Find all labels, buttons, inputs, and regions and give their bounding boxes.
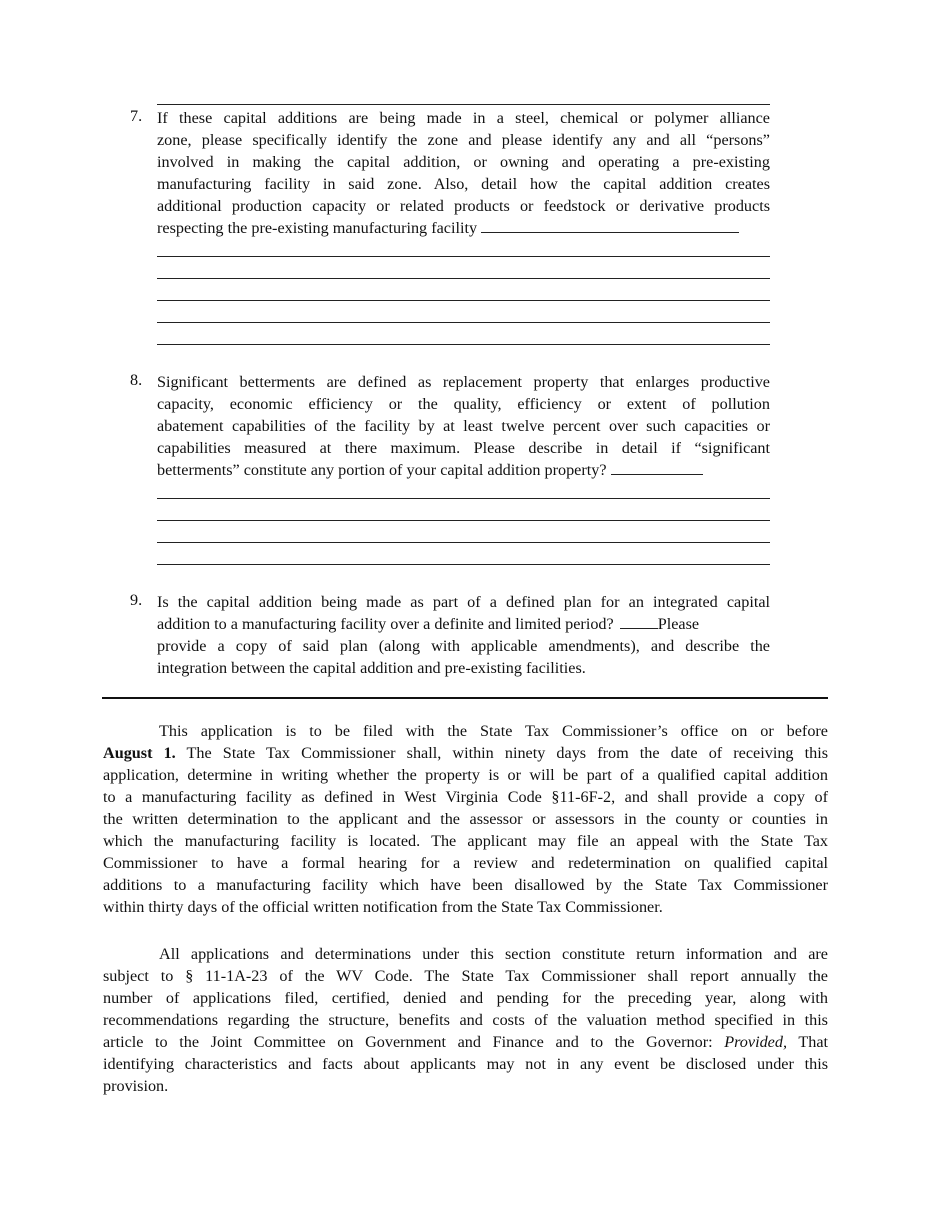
- text-line: involved in making the capital addition, or owning and operating a pre-existing: [157, 153, 770, 171]
- answer-line[interactable]: [157, 542, 770, 543]
- text-line: [103, 1031, 828, 1053]
- text-line: Commissioner to have a formal hearing for a review and redetermination on qualified capital: [103, 854, 828, 872]
- text-line: zone, please specifically identify the zone and please identify any and all “persons”: [157, 131, 770, 149]
- filing-instructions-paragraph: [103, 720, 828, 918]
- text-line: additions to a manufacturing facility which have been disallowed by the State Tax Commissioner: [103, 876, 828, 894]
- deadline-date: August 1.: [103, 744, 176, 762]
- question-text: [157, 591, 770, 679]
- text-line-tail: Please: [657, 615, 700, 633]
- question-number: 8.: [130, 371, 143, 389]
- answer-blank[interactable]: [620, 613, 658, 629]
- text-line: provide a copy of said plan (along with applicable amendments), and describe the: [157, 637, 770, 655]
- question-number: 7.: [130, 107, 143, 125]
- provided-term: Provided,: [724, 1033, 788, 1051]
- text-line: within thirty days of the official written notification from the State Tax Commissioner.: [103, 898, 663, 916]
- text-line: capabilities measured at there maximum. Please describe in detail if “significant: [157, 439, 770, 457]
- answer-line[interactable]: [157, 520, 770, 521]
- answer-line[interactable]: [157, 256, 770, 257]
- text-line: Significant betterments are defined as replacement property that enlarges productive: [157, 373, 770, 391]
- text-line: integration between the capital addition and pre-existing facilities.: [157, 659, 586, 677]
- text-line: [103, 720, 828, 742]
- text-line: abatement capabilities of the facility by at least twelve percent over such capacities or: [157, 417, 770, 435]
- text-line: If these capital additions are being made in a steel, chemical or polymer alliance: [157, 109, 770, 127]
- text-line: Is the capital addition being made as part of a defined plan for an integrated capital: [157, 593, 770, 611]
- text-line-lead: addition to a manufacturing facility over a definite and limited period?: [157, 615, 614, 633]
- top-rule: [157, 104, 770, 105]
- text-line: application, determine in writing whether the property is or will be part of a qualified capital addition: [103, 766, 828, 784]
- text-line: [157, 613, 770, 635]
- text-line: provision.: [103, 1077, 169, 1095]
- text-line-lead: betterments” constitute any portion of your capital addition property?: [157, 461, 607, 479]
- text-line: manufacturing facility in said zone. Also, detail how the capital addition creates: [157, 175, 770, 193]
- text-line: identifying characteristics and facts about applicants may not in any event be disclosed under this: [103, 1055, 828, 1073]
- text-line: subject to § 11-1A-23 of the WV Code. The State Tax Commissioner shall report annually the: [103, 967, 828, 985]
- text-line: recommendations regarding the structure, benefits and costs of the valuation method specified in this: [103, 1011, 828, 1029]
- text-line-content: All applications and determinations under this section constitute return information and are: [159, 945, 828, 963]
- question-number: 9.: [130, 591, 143, 609]
- text-line-lead: respecting the pre-existing manufacturing facility: [157, 219, 478, 237]
- text-line: [157, 217, 770, 239]
- text-line: to a manufacturing facility as defined in West Virginia Code §11-6F-2, and shall provide a copy of: [103, 788, 828, 806]
- answer-line[interactable]: [157, 300, 770, 301]
- answer-blank[interactable]: [481, 217, 739, 233]
- question-text: [157, 371, 770, 481]
- text-line-content: article to the Joint Committee on Government and Finance and to the Governor:: [103, 1033, 713, 1051]
- answer-line[interactable]: [157, 278, 770, 279]
- answer-line[interactable]: [157, 564, 770, 565]
- answer-line[interactable]: [157, 498, 770, 499]
- text-line: capacity, economic efficiency or the quality, efficiency or extent of pollution: [157, 395, 770, 413]
- answer-blank[interactable]: [611, 459, 703, 475]
- text-line: [157, 459, 770, 481]
- text-line-content: This application is to be filed with the State Tax Commissioner’s office on or before: [159, 722, 828, 740]
- text-line: [103, 943, 828, 965]
- text-line: number of applications filed, certified, denied and pending for the preceding year, along with: [103, 989, 828, 1007]
- text-line: the written determination to the applicant and the assessor or assessors in the county or counties in: [103, 810, 828, 828]
- answer-line[interactable]: [157, 344, 770, 345]
- text-line-content: That: [787, 1033, 829, 1051]
- text-line: additional production capacity or related products or feedstock or derivative products: [157, 197, 770, 215]
- question-text: [157, 107, 770, 239]
- section-divider: [102, 697, 828, 699]
- text-line-content: The State Tax Commissioner shall, within ninety days from the date of receiving this: [175, 744, 828, 762]
- text-line: which the manufacturing facility is located. The applicant may file an appeal with the State Tax: [103, 832, 828, 850]
- text-line: [103, 742, 828, 764]
- confidentiality-paragraph: [103, 943, 828, 1097]
- answer-line[interactable]: [157, 322, 770, 323]
